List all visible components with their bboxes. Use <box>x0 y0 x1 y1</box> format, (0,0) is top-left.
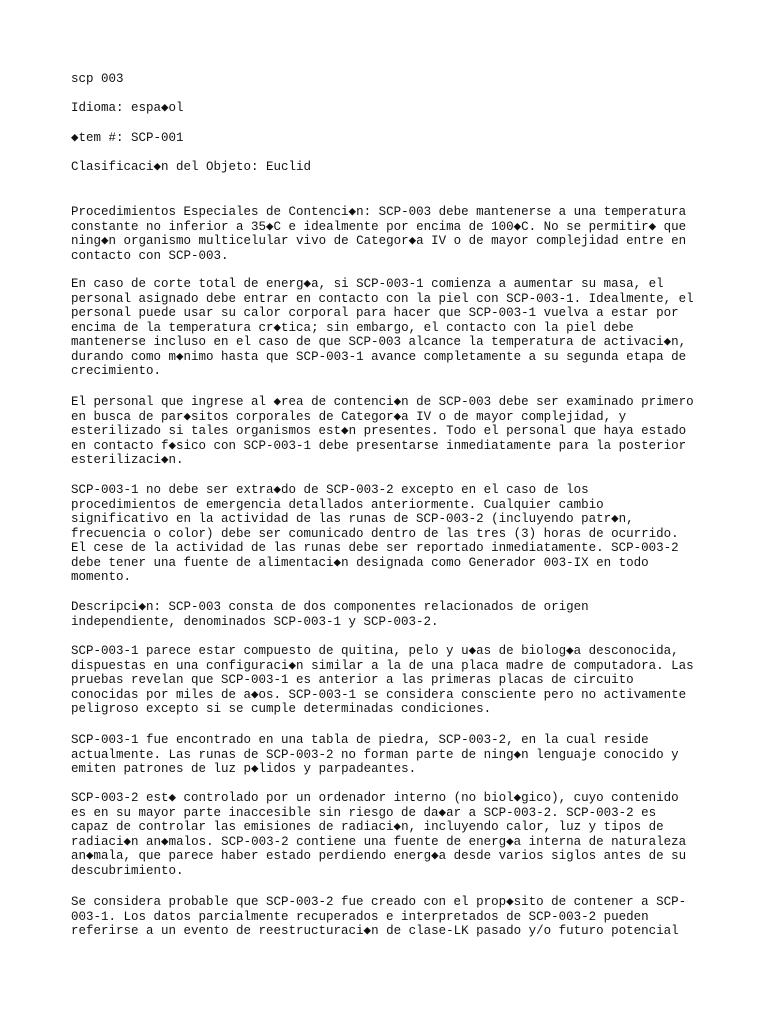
personnel-screening-paragraph: El personal que ingrese al ◆rea de contenci◆n de SCP-003 debe ser examinado primero en busca de par◆sitos corporales de Categor◆a IV o de mayor complejidad, y esterilizado si tales organismos est◆n presentes. Todo el personal que haya estado en contacto f◆sico con SCP-003-1 debe presentarse inmediatamente para la posterior esterilizaci◆n. <box>71 395 694 467</box>
containment-procedures-paragraph: Procedimientos Especiales de Contenci◆n: SCP-003 debe mantenerse a una temperatura constante no inferior a 35◆C e idealmente por encima de 100◆C. No se permitir◆ que ning◆n organismo multicelular vivo de Categor◆a IV o de mayor complejidad entre en contacto con SCP-003. <box>71 205 687 263</box>
purpose-paragraph: Se considera probable que SCP-003-2 fue creado con el prop◆sito de contener a SCP- 003-1. Los datos parcialmente recuperados e interpretados de SCP-003-2 pueden referirse a un evento de reestructuraci◆n de clase-LK pasado y/o futuro potencial <box>71 895 687 938</box>
stone-tablet-paragraph: SCP-003-1 fue encontrado en una tabla de piedra, SCP-003-2, en la cual reside actualmente. Las runas de SCP-003-2 no forman parte de ning◆n lenguaje conocido y emiten patrones de luz p◆lidos y parpadeantes. <box>71 733 679 776</box>
runes-activity-paragraph: SCP-003-1 no debe ser extra◆do de SCP-003-2 excepto en el caso de los procedimientos de emergencia detallados anteriormente. Cualquier cambio significativo en la actividad de las runas de SCP-003-2 (incluyendo patr◆n, frecuencia o color) debe ser comunicado dentro de las tres (3) horas de ocurrido. El cese de la actividad de las runas debe ser reportado inmediatamente. SCP-003-2 debe tener una fuente de alimentaci◆n designada como Generador 003-IX en todo momento. <box>71 483 679 584</box>
power-outage-paragraph: En caso de corte total de energ◆a, si SCP-003-1 comienza a aumentar su masa, el personal asignado debe entrar en contacto con la piel con SCP-003-1. Idealmente, el personal puede usar su calor corporal para hacer que SCP-003-1 vuelva a estar por encima de la temperatura cr◆tica; sin embargo, el contacto con la piel debe mantenerse incluso en el caso de que SCP-003 alcance la temperatura de activaci◆n, durando como m◆nimo hasta que SCP-003-1 avance completamente a su segunda etapa de crecimiento. <box>71 277 694 378</box>
item-number-line: ◆tem #: SCP-001 <box>71 131 184 145</box>
object-class-line: Clasificaci◆n del Objeto: Euclid <box>71 160 312 174</box>
scp-003-1-paragraph: SCP-003-1 parece estar compuesto de quitina, pelo y u◆as de biolog◆a desconocida, dispuestas en una configuraci◆n similar a la de una placa madre de computadora. Las pruebas revelan que SCP-003-1 es anterior a las primeras placas de circuito conocidas por miles de a◆os. SCP-003-1 se considera consciente pero no activamente peligroso excepto si se cumple determinadas condiciones. <box>71 644 694 716</box>
language-line: Idioma: espa◆ol <box>71 101 184 115</box>
document-title: scp 003 <box>71 72 124 86</box>
description-paragraph: Descripci◆n: SCP-003 consta de dos componentes relacionados de origen independiente, denominados SCP-003-1 y SCP-003-2. <box>71 600 589 629</box>
scp-003-2-paragraph: SCP-003-2 est◆ controlado por un ordenador interno (no biol◆gico), cuyo contenido es en su mayor parte inaccesible sin riesgo de da◆ar a SCP-003-2. SCP-003-2 es capaz de controlar las emisiones de radiaci◆n, incluyendo calor, luz y tipos de radiaci◆n an◆malos. SCP-003-2 contiene una fuente de energ◆a interna de naturaleza an◆mala, que parece haber estado perdiendo energ◆a desde varios siglos antes de su descubrimiento. <box>71 791 687 878</box>
